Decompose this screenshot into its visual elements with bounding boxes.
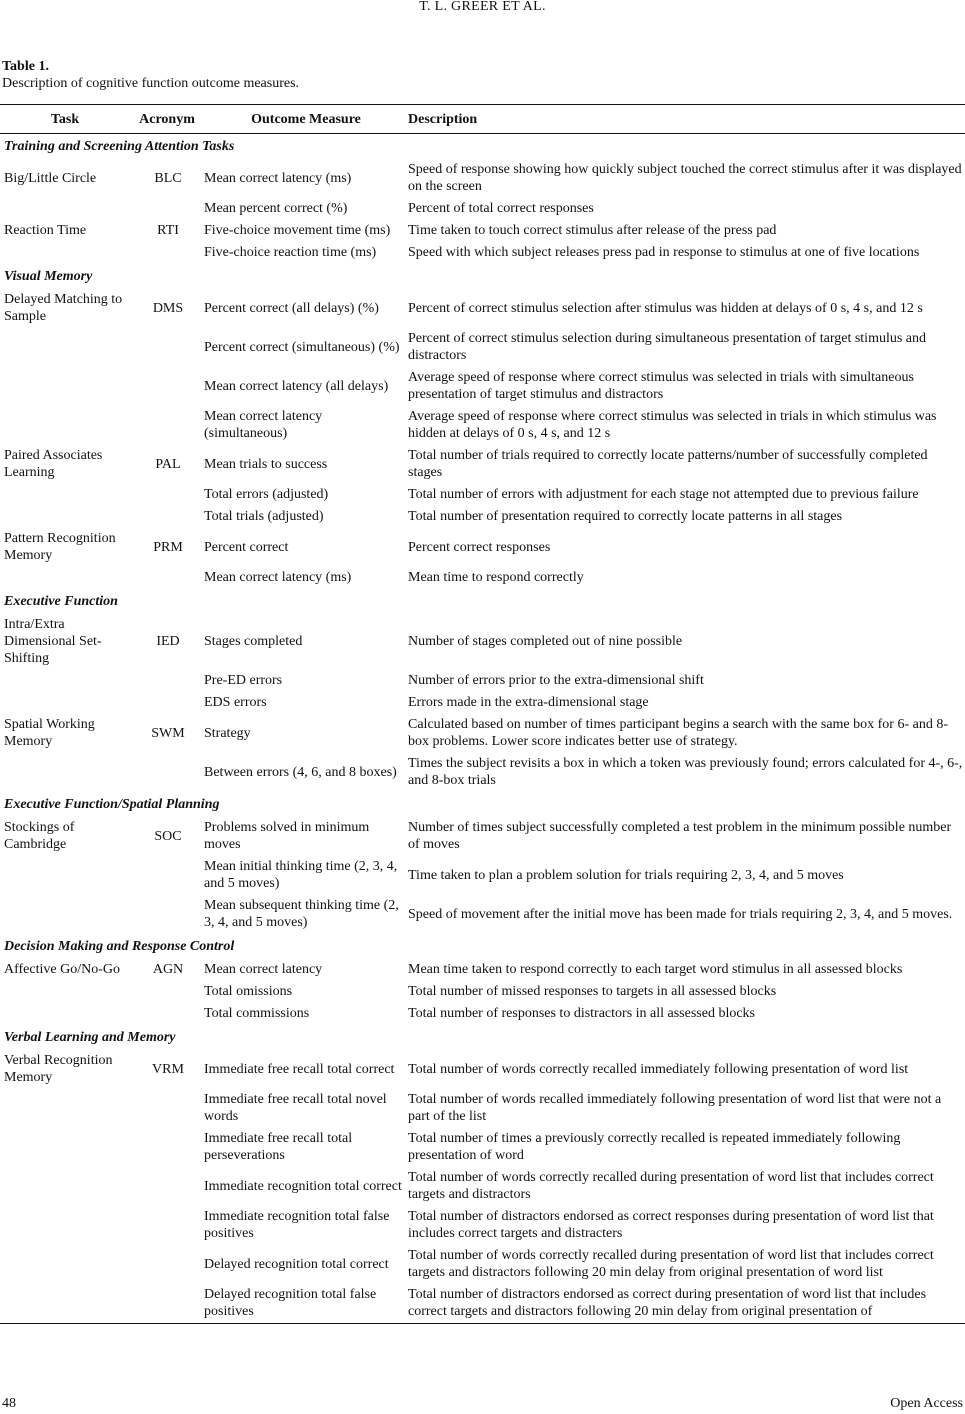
task-cell xyxy=(0,567,130,589)
description-cell: Total number of distractors endorsed as correct responses during presentation of word list that includes correct targets and distracters xyxy=(408,1209,934,1241)
column-header-description: Description xyxy=(408,105,965,134)
measure-cell: Immediate recognition total false positives xyxy=(204,1209,390,1241)
description-cell: Total number of errors with adjustment for each stage not attempted due to previous failure xyxy=(408,487,919,502)
table-row xyxy=(0,856,965,895)
table-row xyxy=(0,328,965,367)
section-row xyxy=(0,589,965,614)
table-row xyxy=(0,714,965,753)
page-number: 48 xyxy=(2,1396,16,1411)
acronym-cell xyxy=(130,1206,204,1245)
measure-cell: Stages completed xyxy=(204,634,303,649)
table-row xyxy=(0,289,965,328)
acronym-cell xyxy=(130,1003,204,1025)
acronym-cell xyxy=(130,198,204,220)
section-heading: Visual Memory xyxy=(4,269,93,284)
acronym-cell xyxy=(130,506,204,528)
task-cell xyxy=(0,1245,130,1284)
table-row xyxy=(0,567,965,589)
acronym-cell: IED xyxy=(156,634,180,649)
task-cell xyxy=(0,506,130,528)
measure-cell: Delayed recognition total false positives xyxy=(204,1284,408,1324)
section-row xyxy=(0,792,965,817)
table-row xyxy=(0,367,965,406)
table-row xyxy=(0,817,965,856)
measure-cell: Percent correct (simultaneous) (%) xyxy=(204,339,400,355)
running-head: T. L. GREER ET AL. xyxy=(419,0,546,14)
table-row xyxy=(0,1089,965,1128)
description-cell: Total number of trials required to correctly locate patterns/number of successfully completed stages xyxy=(408,448,928,480)
acronym-cell: BLC xyxy=(154,170,182,186)
measure-cell: Total trials (adjusted) xyxy=(204,509,324,524)
task-cell: Paired Associates Learning xyxy=(4,448,103,480)
measure-cell: Total errors (adjusted) xyxy=(204,487,329,502)
task-cell xyxy=(0,692,130,714)
measure-cell: Immediate free recall total correct xyxy=(204,1061,395,1077)
task-cell xyxy=(0,484,130,506)
task-cell xyxy=(0,198,130,220)
acronym-cell: RTI xyxy=(157,223,179,238)
table-row xyxy=(0,1128,965,1167)
table-title: Description of cognitive function outcome measures. xyxy=(2,76,300,91)
table-row xyxy=(0,753,965,792)
column-header-outcome-measure: Outcome Measure xyxy=(204,105,408,134)
task-cell: Spatial Working Memory xyxy=(4,717,95,749)
task-cell xyxy=(0,981,130,1003)
measure-cell: Five-choice movement time (ms) xyxy=(204,223,391,238)
table-row xyxy=(0,506,965,528)
measure-cell: Pre-ED errors xyxy=(204,673,283,688)
task-cell xyxy=(0,753,130,792)
table-header-row xyxy=(0,105,965,134)
measure-cell: Mean correct latency (ms) xyxy=(204,570,352,585)
acronym-cell xyxy=(130,1128,204,1167)
description-cell: Percent of correct stimulus selection during simultaneous presentation of target stimulus and distractors xyxy=(408,331,927,363)
acronym-cell xyxy=(130,1284,204,1324)
task-cell: Affective Go/No-Go xyxy=(4,962,120,977)
description-cell: Total number of words correctly recalled during presentation of word list that includes correct targets and distractors xyxy=(408,1170,934,1202)
table-row xyxy=(0,484,965,506)
description-cell: Percent correct responses xyxy=(408,539,551,555)
measure-cell: Strategy xyxy=(204,725,251,741)
acronym-cell xyxy=(130,567,204,589)
table-row xyxy=(0,1050,965,1089)
description-cell: Speed of response showing how quickly subject touched the correct stimulus after it was displayed on the screen xyxy=(408,162,962,194)
task-cell: Stockings of Cambridge xyxy=(4,820,75,852)
description-cell: Number of times subject successfully completed a test problem in the minimum possible number of moves xyxy=(408,820,952,852)
task-cell xyxy=(0,670,130,692)
measure-cell: Immediate free recall total novel words xyxy=(204,1092,387,1124)
table-row xyxy=(0,670,965,692)
description-cell: Total number of presentation required to correctly locate patterns in all stages xyxy=(408,509,843,524)
acronym-cell xyxy=(130,484,204,506)
acronym-cell: PAL xyxy=(155,456,181,472)
section-heading: Executive Function/Spatial Planning xyxy=(4,797,220,812)
measure-cell: Five-choice reaction time (ms) xyxy=(204,245,377,260)
description-cell: Time taken to plan a problem solution for trials requiring 2, 3, 4, and 5 moves xyxy=(408,867,844,883)
measure-cell: Percent correct xyxy=(204,539,289,555)
acronym-cell: SOC xyxy=(154,828,182,844)
table-label: Table 1. xyxy=(2,59,49,74)
task-cell xyxy=(0,1089,130,1128)
measure-cell: Mean percent correct (%) xyxy=(204,201,348,216)
task-cell xyxy=(0,1003,130,1025)
acronym-cell xyxy=(130,328,204,367)
acronym-cell xyxy=(130,692,204,714)
acronym-cell: SWM xyxy=(151,725,185,741)
table-row xyxy=(0,528,965,567)
table-row xyxy=(0,445,965,484)
table-row xyxy=(0,981,965,1003)
measure-cell: Immediate free recall total perseverations xyxy=(204,1131,353,1163)
task-cell: Pattern Recognition Memory xyxy=(4,531,116,563)
description-cell: Percent of total correct responses xyxy=(408,201,594,216)
table-row xyxy=(0,692,965,714)
measure-cell: Mean subsequent thinking time (2, 3, 4, and 5 moves) xyxy=(204,898,399,930)
table-row xyxy=(0,1167,965,1206)
description-cell: Total number of distractors endorsed as correct during presentation of word list that includes correct targets and distractors following 20 min delay from original presentation of xyxy=(408,1284,965,1324)
description-cell: Calculated based on number of times participant begins a search with the same box for 6- and 8-box problems. Lower score indicates better use of strategy. xyxy=(408,717,948,749)
description-cell: Total number of responses to distractors in all assessed blocks xyxy=(408,1006,756,1021)
description-cell: Average speed of response where correct stimulus was selected in trials with simultaneous presentation of target stimulus and distractors xyxy=(408,370,914,402)
table-row xyxy=(0,895,965,934)
measure-cell: Immediate recognition total correct xyxy=(204,1178,402,1194)
acronym-cell xyxy=(130,406,204,445)
outcome-measures-table xyxy=(0,104,965,1324)
description-cell: Total number of words correctly recalled immediately following presentation of word list xyxy=(408,1061,909,1077)
description-cell: Total number of words correctly recalled during presentation of word list that includes correct targets and distractors following 20 min delay from original presentation of word list xyxy=(408,1248,934,1280)
section-row xyxy=(0,134,965,160)
task-cell: Verbal Recognition Memory xyxy=(4,1053,113,1085)
description-cell: Mean time taken to respond correctly to each target word stimulus in all assessed blocks xyxy=(408,962,903,977)
table-row xyxy=(0,1284,965,1324)
acronym-cell xyxy=(130,367,204,406)
description-cell: Number of stages completed out of nine possible xyxy=(408,634,683,649)
acronym-cell xyxy=(130,856,204,895)
section-heading: Verbal Learning and Memory xyxy=(4,1030,176,1045)
journal-name: Open Access xyxy=(890,1396,963,1411)
acronym-cell xyxy=(130,753,204,792)
table-row xyxy=(0,242,965,264)
measure-cell: Mean initial thinking time (2, 3, 4, and 5 moves) xyxy=(204,859,398,891)
section-heading: Executive Function xyxy=(4,594,118,609)
acronym-cell xyxy=(130,1089,204,1128)
task-cell: Reaction Time xyxy=(4,223,87,238)
task-cell xyxy=(0,1167,130,1206)
description-cell: Total number of words recalled immediately following presentation of word list that were not a part of the list xyxy=(408,1092,942,1124)
table-row xyxy=(0,1206,965,1245)
task-cell xyxy=(0,856,130,895)
measure-cell: Total omissions xyxy=(204,984,293,999)
acronym-cell xyxy=(130,1245,204,1284)
task-cell xyxy=(0,1284,130,1324)
acronym-cell xyxy=(130,1167,204,1206)
measure-cell: Mean correct latency xyxy=(204,962,323,977)
section-row xyxy=(0,264,965,289)
measure-cell: EDS errors xyxy=(204,695,267,710)
description-cell: Total number of missed responses to targets in all assessed blocks xyxy=(408,984,777,999)
acronym-cell xyxy=(130,670,204,692)
task-cell xyxy=(0,367,130,406)
description-cell: Total number of times a previously correctly recalled is repeated immediately following presentation of word xyxy=(408,1131,901,1163)
column-header-task: Task xyxy=(0,105,130,134)
description-cell: Errors made in the extra-dimensional stage xyxy=(408,695,649,710)
column-header-acronym: Acronym xyxy=(130,105,204,134)
task-cell xyxy=(0,406,130,445)
description-cell: Times the subject revisits a box in which a token was previously found; errors calculated for 4-, 6-, and 8-box trials xyxy=(408,756,963,788)
measure-cell: Percent correct (all delays) (%) xyxy=(204,300,379,316)
task-cell xyxy=(0,1206,130,1245)
table-row xyxy=(0,220,965,242)
description-cell: Time taken to touch correct stimulus after release of the press pad xyxy=(408,223,777,238)
description-cell: Number of errors prior to the extra-dimensional shift xyxy=(408,673,704,688)
table-row xyxy=(0,406,965,445)
table-row xyxy=(0,614,965,670)
task-cell: Delayed Matching to Sample xyxy=(4,292,123,324)
table-row xyxy=(0,198,965,220)
measure-cell: Mean correct latency (ms) xyxy=(204,170,352,186)
table-row xyxy=(0,159,965,198)
acronym-cell xyxy=(130,242,204,264)
table-body xyxy=(0,134,965,1324)
measure-cell: Mean correct latency (all delays) xyxy=(204,378,389,394)
table-row xyxy=(0,1245,965,1284)
description-cell: Speed of movement after the initial move has been made for trials requiring 2, 3, 4, and 5 moves. xyxy=(408,906,953,922)
acronym-cell xyxy=(130,981,204,1003)
task-cell: Intra/Extra Dimensional Set-Shifting xyxy=(4,617,102,666)
acronym-cell: DMS xyxy=(152,300,184,316)
table-row xyxy=(0,959,965,981)
description-cell: Mean time to respond correctly xyxy=(408,570,584,585)
measure-cell: Mean correct latency (simultaneous) xyxy=(204,409,323,441)
description-cell: Speed with which subject releases press pad in response to stimulus at one of five locations xyxy=(408,245,920,260)
task-cell xyxy=(0,328,130,367)
table-row xyxy=(0,1003,965,1025)
description-cell: Average speed of response where correct stimulus was selected in trials in which stimulus was hidden at delays of 0 s, 4 s, and 12 s xyxy=(408,409,937,441)
measure-cell: Mean trials to success xyxy=(204,456,328,472)
task-cell xyxy=(0,895,130,934)
measure-cell: Delayed recognition total correct xyxy=(204,1256,389,1272)
section-heading: Decision Making and Response Control xyxy=(4,939,235,954)
acronym-cell: PRM xyxy=(153,539,183,555)
task-cell xyxy=(0,1128,130,1167)
measure-cell: Between errors (4, 6, and 8 boxes) xyxy=(204,764,397,780)
section-row xyxy=(0,1025,965,1050)
section-row xyxy=(0,934,965,959)
task-cell xyxy=(0,242,130,264)
task-cell: Big/Little Circle xyxy=(4,170,97,186)
measure-cell: Problems solved in minimum moves xyxy=(204,820,370,852)
acronym-cell: AGN xyxy=(152,962,184,977)
acronym-cell xyxy=(130,895,204,934)
measure-cell: Total commissions xyxy=(204,1006,310,1021)
section-heading: Training and Screening Attention Tasks xyxy=(4,139,235,154)
acronym-cell: VRM xyxy=(152,1061,184,1077)
description-cell: Percent of correct stimulus selection after stimulus was hidden at delays of 0 s, 4 s, and 12 s xyxy=(408,300,923,316)
table-caption xyxy=(2,58,299,92)
